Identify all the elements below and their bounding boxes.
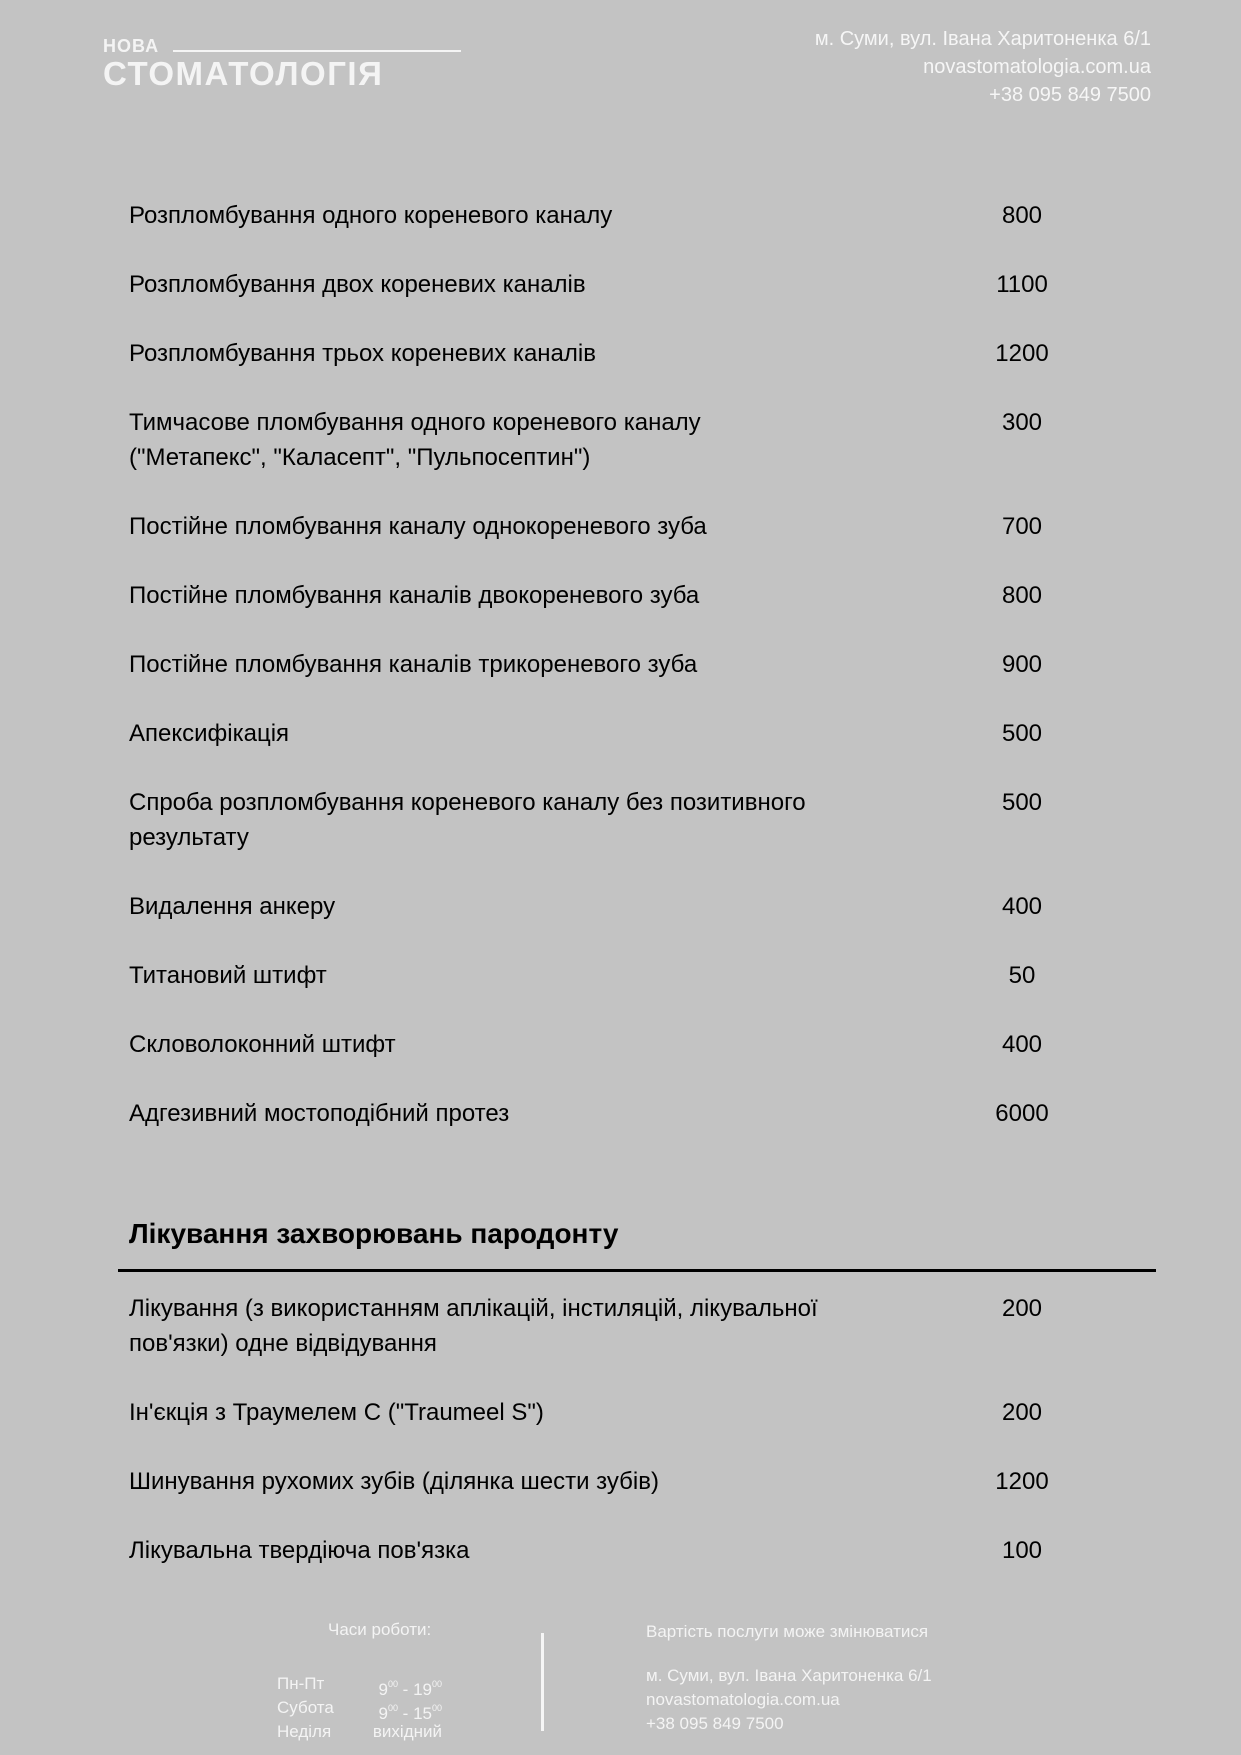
header-contacts [815,25,1151,109]
list-item [129,716,1089,785]
hours-day: Субота [277,1698,334,1717]
logo-main-text: СТОМАТОЛОГІЯ [103,55,384,92]
list-item [129,958,1089,1027]
service-price: 200 [1001,1295,1043,1322]
list-item [129,647,1089,716]
service-name: Шинування рухомих зубів (ділянка шести зубів) [129,1468,660,1495]
footer-phone[interactable]: +38 095 849 7500 [646,1714,784,1733]
list-item [129,1395,1089,1464]
list-item [129,785,1089,889]
service-name: Спроба розпломбування кореневого каналу без позитивного результату [129,789,806,851]
footer-website[interactable]: novastomatologia.com.ua [646,1690,840,1709]
hours-from: 9 [378,1680,388,1699]
price-list [129,198,1089,1165]
hours-from-minutes: 00 [387,1679,398,1689]
section-title: Лікування захворювань пародонту [129,1218,619,1249]
footer-address: м. Суми, вул. Івана Харитоненка 6/1 [646,1666,932,1685]
hours-day: Пн-Пт [277,1674,325,1693]
service-name: Постійне пломбування каналу однокореневого зуба [129,513,707,540]
service-name: Лікування (з використанням аплікацій, інстиляцій, лікувальної пов'язки) одне відвідування [129,1295,818,1357]
logo-underline [173,50,461,52]
service-price: 1200 [995,1468,1049,1495]
service-price: 6000 [995,1100,1049,1127]
service-price: 900 [1001,651,1043,678]
service-name: Видалення анкеру [129,893,336,920]
hours-separator: - [397,1680,414,1699]
list-item [129,336,1089,405]
list-item [129,889,1089,958]
hours-to-minutes: 00 [431,1703,442,1713]
list-item [129,405,1089,509]
hours-closed: вихідний [372,1722,442,1741]
footer-contacts [646,1620,932,1736]
service-price: 500 [1001,720,1043,747]
header-address: м. Суми, вул. Івана Харитоненка 6/1 [814,28,1151,50]
service-name: Тимчасове пломбування одного кореневого каналу ("Метапекс", "Каласепт", "Пульпосептин") [129,409,701,471]
hours-from-minutes: 00 [387,1703,398,1713]
service-price: 100 [1001,1537,1043,1564]
service-name: Розпломбування одного кореневого каналу [129,202,613,229]
service-name: Постійне пломбування каналів двокореневого зуба [129,582,700,609]
service-price: 800 [1001,582,1043,609]
list-item [129,198,1089,267]
section-divider [118,1269,1156,1272]
service-name: Апексифікація [129,720,290,747]
hours-row [277,1672,442,1699]
hours-separator: - [397,1704,414,1723]
service-price: 1100 [996,271,1048,298]
periodontal-price-list [129,1291,1089,1602]
hours-day: Неділя [277,1722,332,1741]
hours-to: 19 [413,1680,432,1699]
price-change-note: Вартість послуги може змінюватися [646,1622,929,1641]
footer-divider [541,1633,544,1731]
list-item [129,1464,1089,1533]
list-item [129,509,1089,578]
logo-top-text: НОВА [103,36,160,56]
list-item [129,578,1089,647]
hours-row [277,1720,442,1744]
service-price: 300 [1001,409,1043,436]
service-price: 500 [1001,789,1043,816]
service-name: Ін'єкція з Траумелем С ("Traumeel S") [129,1399,544,1426]
service-name: Постійне пломбування каналів трикореневого зуба [129,651,698,678]
service-price: 1200 [995,340,1049,367]
service-name: Розпломбування трьох кореневих каналів [129,340,596,367]
working-hours [277,1672,442,1744]
service-name: Адгезивний мостоподібний протез [129,1100,510,1127]
hours-row [277,1696,442,1723]
service-name: Скловолоконний штифт [129,1031,396,1058]
clinic-logo [103,36,461,92]
hours-title: Часи роботи: [328,1620,432,1639]
list-item [129,1096,1089,1165]
service-price: 200 [1001,1399,1043,1426]
service-price: 50 [1008,962,1036,989]
hours-to: 15 [413,1704,432,1723]
list-item [129,267,1089,336]
service-price: 700 [1001,513,1043,540]
service-name: Лікувальна твердіюча пов'язка [129,1537,470,1564]
list-item [129,1027,1089,1096]
header-website[interactable]: novastomatologia.com.ua [923,56,1151,78]
service-name: Титановий штифт [129,962,327,989]
service-price: 400 [1001,1031,1043,1058]
service-name: Розпломбування двох кореневих каналів [129,271,586,298]
list-item [129,1291,1089,1395]
hours-to-minutes: 00 [431,1679,442,1689]
service-price: 800 [1001,202,1043,229]
service-price: 400 [1001,893,1043,920]
header-phone[interactable]: +38 095 849 7500 [989,84,1151,106]
hours-from: 9 [378,1704,388,1723]
list-item [129,1533,1089,1602]
